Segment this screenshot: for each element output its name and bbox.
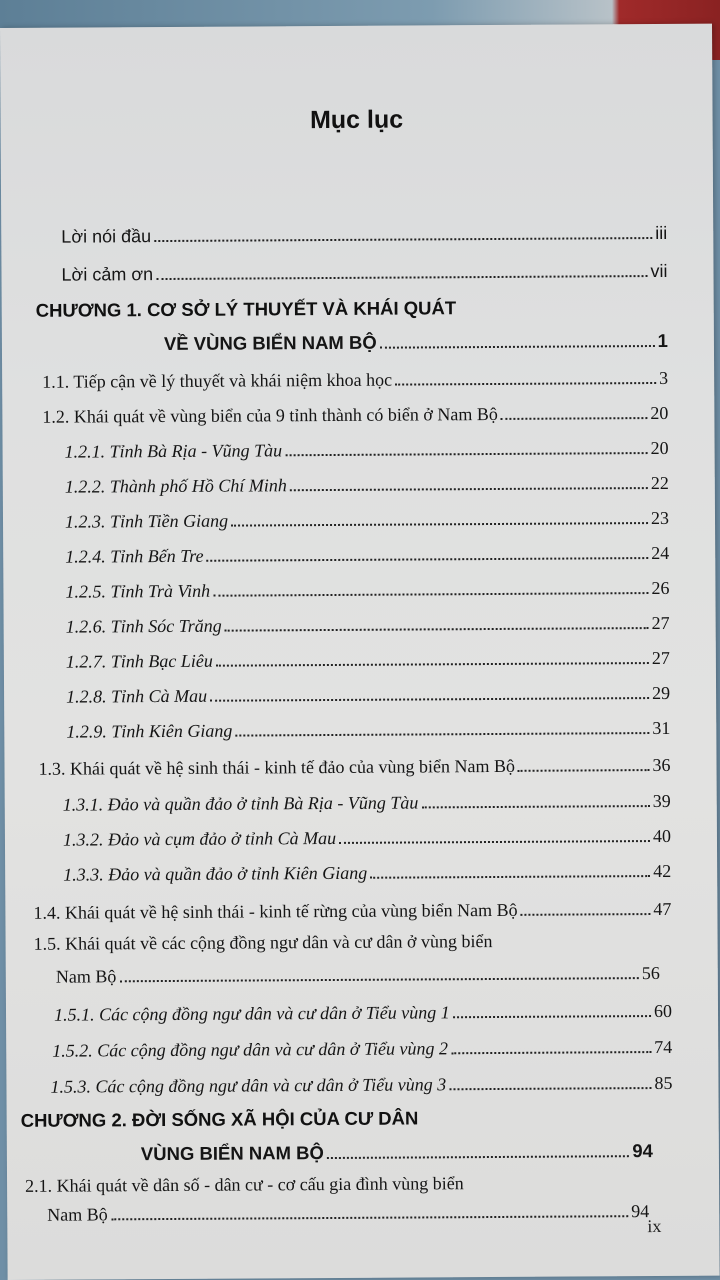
dot-leader bbox=[327, 1154, 629, 1159]
toc-entry bbox=[42, 359, 668, 393]
table-of-contents bbox=[0, 24, 720, 1280]
dot-leader bbox=[370, 874, 650, 879]
toc-entry bbox=[63, 782, 671, 816]
dot-leader bbox=[231, 521, 648, 527]
toc-entry bbox=[65, 534, 669, 568]
toc-entry-page: 22 bbox=[650, 472, 669, 494]
toc-entry bbox=[65, 569, 669, 603]
toc-entry-page: iii bbox=[655, 222, 668, 244]
toc-entry bbox=[64, 429, 668, 463]
toc-entry-page: 20 bbox=[650, 437, 669, 459]
toc-entry-page: 85 bbox=[654, 1072, 673, 1094]
chapter-heading-line2 bbox=[141, 1132, 653, 1165]
dot-leader bbox=[421, 804, 649, 808]
toc-entry bbox=[63, 852, 671, 886]
dot-leader bbox=[207, 556, 649, 562]
toc-entry-label: 1.3.2. Đảo và cụm đảo ở tỉnh Cà Mau bbox=[62, 827, 337, 850]
dot-leader bbox=[225, 626, 649, 632]
toc-entry bbox=[54, 992, 672, 1026]
dot-leader bbox=[235, 731, 649, 737]
toc-entry-label: 1.2.4. Tỉnh Bến Tre bbox=[65, 545, 204, 567]
page-number: ix bbox=[647, 1215, 662, 1237]
toc-entry bbox=[38, 746, 670, 780]
toc-entry-page: 23 bbox=[650, 507, 670, 529]
toc-entry bbox=[63, 817, 671, 851]
toc-entry bbox=[42, 394, 668, 428]
toc-entry-page: 74 bbox=[654, 1036, 673, 1058]
chapter-heading-label: VÙNG BIỂN NAM BỘ bbox=[140, 1142, 324, 1165]
toc-entry bbox=[66, 709, 670, 743]
toc-entry-label: Nam Bộ bbox=[47, 1204, 108, 1225]
toc-entry bbox=[65, 499, 669, 533]
toc-entry-label: 1.2.7. Tỉnh Bạc Liêu bbox=[65, 650, 213, 672]
toc-entry-label: 1.2.8. Tỉnh Cà Mau bbox=[66, 685, 208, 707]
dot-leader bbox=[290, 486, 648, 491]
dot-leader bbox=[213, 591, 648, 597]
toc-entry-page: 24 bbox=[651, 542, 670, 564]
toc-entry-loi-noi-dau bbox=[61, 214, 667, 248]
chapter-heading-line2 bbox=[164, 322, 668, 355]
toc-entry-label: 1.4. Khái quát về hệ sinh thái - kinh tế rừng của vùng biển Nam Bộ bbox=[33, 899, 518, 923]
dot-leader bbox=[521, 912, 651, 916]
toc-entry-page: 20 bbox=[650, 402, 669, 424]
toc-entry-label: 1.5. Khái quát về các cộng đồng ngư dân và cư dân ở vùng biển bbox=[33, 931, 493, 954]
toc-entry-page: 29 bbox=[652, 682, 671, 704]
toc-entry-page: 31 bbox=[652, 717, 671, 739]
chapter-page: 1 bbox=[657, 329, 668, 351]
toc-entry-label: 1.3.3. Đảo và quần đảo ở tỉnh Kiên Giang bbox=[63, 862, 368, 885]
dot-leader bbox=[156, 274, 647, 280]
toc-entry-page: 40 bbox=[652, 825, 672, 847]
dot-leader bbox=[453, 1014, 651, 1018]
dot-leader bbox=[518, 768, 650, 772]
toc-entry-label: 1.2.2. Thành phố Hồ Chí Minh bbox=[64, 475, 287, 497]
dot-leader bbox=[449, 1086, 651, 1090]
dot-leader bbox=[501, 416, 648, 420]
toc-entry-label: Nam Bộ bbox=[55, 966, 117, 987]
toc-entry bbox=[56, 954, 660, 988]
toc-entry-page: 36 bbox=[652, 754, 671, 776]
dot-leader bbox=[380, 344, 655, 349]
toc-entry bbox=[50, 1064, 672, 1098]
toc-entry-label: 1.2.1. Tỉnh Bà Rịa - Vũng Tàu bbox=[64, 440, 283, 462]
toc-entry-label: 1.3. Khái quát về hệ sinh thái - kinh tế đảo của vùng biển Nam Bộ bbox=[38, 755, 515, 779]
toc-entry-label: 1.2.9. Tỉnh Kiên Giang bbox=[66, 720, 233, 742]
toc-entry-page: 42 bbox=[653, 860, 672, 882]
toc-entry-page: 27 bbox=[651, 647, 670, 669]
toc-entry-label: 1.3.1. Đảo và quần đảo ở tỉnh Bà Rịa - Vũng Tàu bbox=[62, 792, 419, 815]
toc-entry-page: 47 bbox=[653, 898, 672, 920]
toc-entry-label: 1.5.3. Các cộng đồng ngư dân và cư dân ở Tiểu vùng 3 bbox=[50, 1074, 447, 1097]
toc-entry-label: 1.1. Tiếp cận về lý thuyết và khái niệm khoa học bbox=[42, 369, 393, 392]
dot-leader bbox=[119, 976, 639, 982]
toc-entry-page: vii bbox=[650, 260, 668, 282]
toc-entry bbox=[66, 604, 670, 638]
toc-entry-label: 2.1. Khái quát về dân số - dân cư - cơ cấu gia đình vùng biển bbox=[25, 1173, 464, 1196]
dot-leader bbox=[285, 451, 647, 456]
toc-entry bbox=[66, 639, 670, 673]
toc-entry-label: 1.5.2. Các cộng đồng ngư dân và cư dân ở Tiểu vùng 2 bbox=[52, 1038, 449, 1061]
toc-entry-page: 27 bbox=[651, 612, 670, 634]
toc-entry-page: 26 bbox=[651, 577, 670, 599]
chapter-heading-label: VỀ VÙNG BIỂN NAM BỘ bbox=[163, 331, 377, 355]
toc-entry-loi-cam-on bbox=[61, 252, 667, 286]
toc-entry bbox=[52, 1028, 672, 1062]
dot-leader bbox=[395, 381, 656, 386]
page-title: Mục lục bbox=[309, 105, 404, 135]
toc-entry-page: 60 bbox=[653, 1000, 673, 1022]
toc-entry-label: 1.2.5. Tỉnh Trà Vinh bbox=[65, 580, 211, 602]
toc-entry-label: Lời nói đầu bbox=[61, 226, 152, 247]
chapter-heading: CHƯƠNG 2. ĐỜI SỐNG XÃ HỘI CỦA CƯ DÂN bbox=[20, 1107, 419, 1131]
chapter-page: 94 bbox=[632, 1140, 653, 1162]
dot-leader bbox=[210, 696, 649, 702]
toc-entry-page: 39 bbox=[652, 790, 671, 812]
dot-leader bbox=[154, 236, 652, 242]
toc-entry-label: Lời cảm ơn bbox=[61, 264, 154, 285]
book-page bbox=[0, 24, 720, 1280]
dot-leader bbox=[111, 1214, 629, 1220]
toc-entry bbox=[66, 674, 670, 708]
toc-entry-label: 1.2.3. Tỉnh Tiền Giang bbox=[64, 510, 229, 532]
dot-leader bbox=[339, 839, 650, 844]
toc-entry-page: 3 bbox=[659, 367, 669, 388]
toc-entry-label: 1.2. Khái quát về vùng biển của 9 tỉnh thành có biển ở Nam Bộ bbox=[42, 403, 498, 427]
toc-entry bbox=[47, 1192, 649, 1226]
toc-entry-label: 1.2.6. Tỉnh Sóc Trăng bbox=[65, 615, 222, 637]
dot-leader bbox=[451, 1050, 651, 1054]
dot-leader bbox=[216, 661, 649, 667]
toc-entry bbox=[65, 464, 669, 498]
toc-entry bbox=[33, 890, 671, 924]
toc-entry-page: 56 bbox=[641, 962, 660, 984]
toc-entry-page: 94 bbox=[631, 1201, 650, 1222]
chapter-heading: CHƯƠNG 1. CƠ SỞ LÝ THUYẾT VÀ KHÁI QUÁT bbox=[35, 297, 457, 321]
toc-entry-label: 1.5.1. Các cộng đồng ngư dân và cư dân ở Tiểu vùng 1 bbox=[53, 1002, 450, 1025]
